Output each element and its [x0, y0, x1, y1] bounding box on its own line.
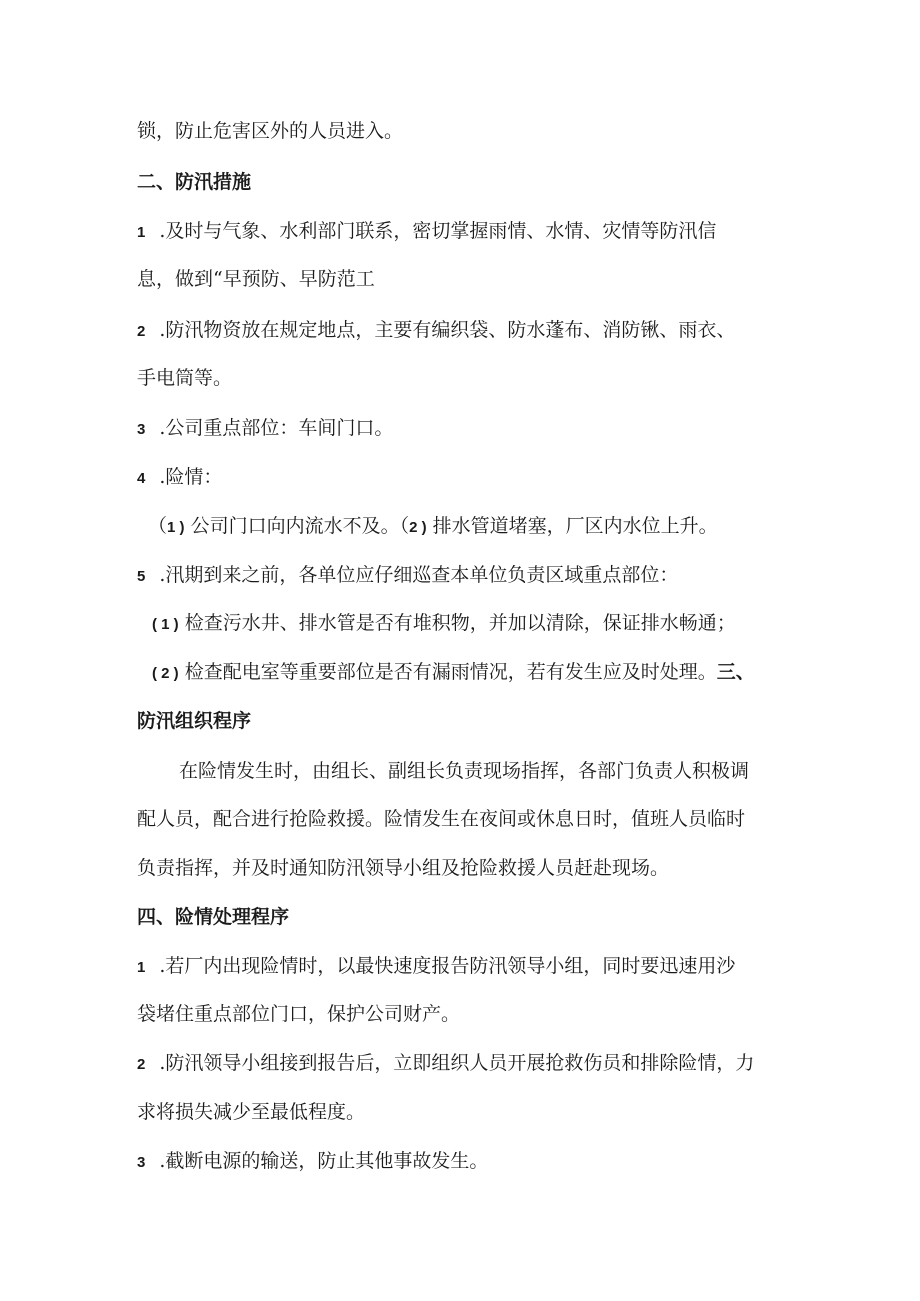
- list-text: .险情：: [159, 466, 223, 488]
- sub-item-5-1: [152, 611, 736, 637]
- handling-item-3: [137, 1149, 488, 1175]
- list-number: 1: [137, 959, 146, 976]
- list-text: 息，做到“早预防、早防范工: [137, 268, 375, 290]
- sub-text: 排水管道堵塞，厂区内水位上升。: [432, 515, 718, 537]
- list-text: .防汛物资放在规定地点，主要有编织袋、防水蓬布、消防锹、雨衣、: [159, 319, 736, 341]
- paragraph-text: 配人员，配合进行抢险救援。险情发生在夜间或休息日时，值班人员临时: [137, 808, 746, 830]
- heading-text: 四、险情处理程序: [137, 906, 290, 928]
- paragraph-text: 负责指挥，并及时通知防汛领导小组及抢险救援人员赶赴现场。: [137, 857, 670, 879]
- section-heading-handling: [137, 905, 289, 929]
- list-item-4: [137, 465, 222, 491]
- list-item-2-cont: [137, 366, 232, 390]
- section-heading-measures: [137, 170, 251, 194]
- list-text: .截断电源的输送，防止其他事故发生。: [159, 1150, 489, 1172]
- paren: （: [148, 515, 168, 537]
- sub-item-5-2: [152, 660, 755, 686]
- section-heading-organization: [137, 709, 251, 733]
- heading-prefix: 三、: [716, 661, 755, 683]
- paragraph-line-1: [179, 759, 749, 783]
- handling-item-2: [137, 1051, 754, 1077]
- list-item-1: [137, 219, 716, 245]
- paragraph-line-3: [137, 856, 669, 880]
- heading-text: 防汛组织程序: [137, 710, 252, 732]
- handling-item-2-cont: [137, 1100, 365, 1124]
- list-number: 4: [137, 470, 146, 487]
- sub-number: 1 ): [167, 519, 185, 536]
- sub-text: 检查污水井、排水管是否有堆积物，并加以清除，保证排水畅通；: [184, 612, 736, 634]
- list-text: .若厂内出现险情时，以最快速度报告防汛领导小组，同时要迅速用沙: [159, 955, 736, 977]
- list-text: .公司重点部位：车间门口。: [159, 417, 394, 439]
- continuation-line: [137, 119, 403, 143]
- list-item-3: [137, 416, 393, 442]
- list-item-5: [137, 563, 678, 589]
- list-number: 2: [137, 323, 146, 340]
- list-number: 3: [137, 421, 146, 438]
- list-text: .汛期到来之前，各单位应仔细巡查本单位负责区域重点部位：: [159, 564, 679, 586]
- list-text: 求将损失减少至最低程度。: [137, 1101, 366, 1123]
- list-text: 手电筒等。: [137, 367, 233, 389]
- heading-text: 二、防汛措施: [137, 171, 252, 193]
- handling-item-1: [137, 954, 735, 980]
- sub-item-4-1: [148, 514, 718, 540]
- list-number: 3: [137, 1154, 146, 1171]
- handling-item-1-cont: [137, 1002, 460, 1026]
- list-item-1-cont: [137, 267, 375, 291]
- sub-number: 2 ): [409, 519, 427, 536]
- paragraph-text: 锁，防止危害区外的人员进入。: [137, 120, 404, 142]
- list-text: .及时与气象、水利部门联系，密切掌握雨情、水情、灾情等防汛信: [159, 220, 717, 242]
- list-text: 袋堵住重点部位门口，保护公司财产。: [137, 1003, 461, 1025]
- sub-text: 检查配电室等重要部位是否有漏雨情况，若有发生应及时处理。: [184, 661, 717, 683]
- list-number: 5: [137, 568, 146, 585]
- list-item-2: [137, 318, 735, 344]
- sub-number: ( 1 ): [152, 616, 179, 633]
- paragraph-text: 在险情发生时，由组长、副组长负责现场指挥，各部门负责人积极调: [179, 760, 750, 782]
- sub-text: 公司门口向内流水不及。（: [190, 515, 410, 537]
- list-number: 2: [137, 1056, 146, 1073]
- paragraph-line-2: [137, 807, 745, 831]
- sub-number: ( 2 ): [152, 665, 179, 682]
- list-text: .防汛领导小组接到报告后，立即组织人员开展抢救伤员和排除险情，力: [159, 1052, 755, 1074]
- list-number: 1: [137, 224, 146, 241]
